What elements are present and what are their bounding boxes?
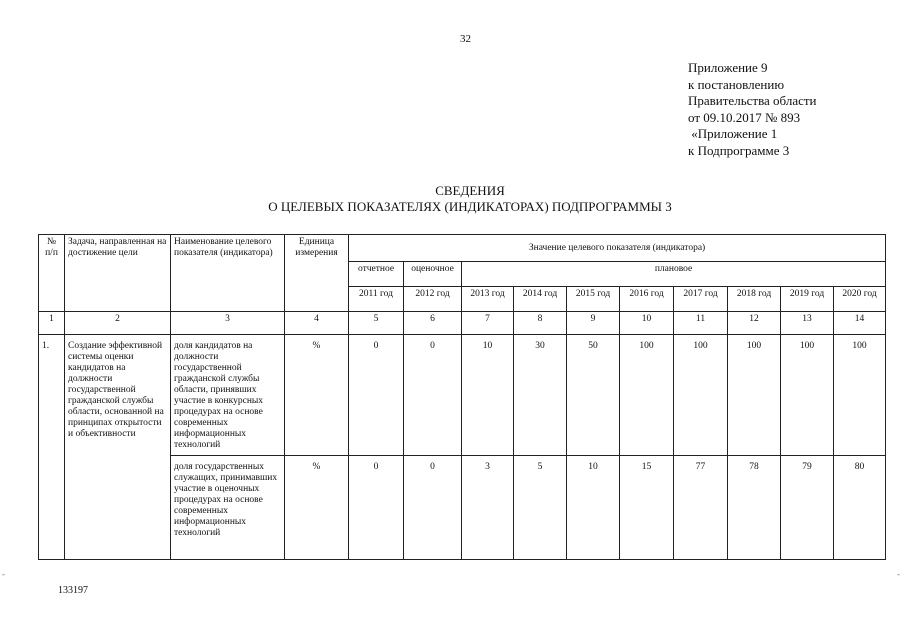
value-cell: 79: [781, 456, 834, 560]
column-number: 9: [567, 312, 620, 335]
annex-line: Приложение 9: [688, 60, 768, 75]
header-year: 2018 год: [728, 287, 781, 312]
value-cell: 10: [462, 335, 514, 456]
value-cell: 100: [620, 335, 674, 456]
column-number: 5: [349, 312, 404, 335]
row-num: 1.: [39, 335, 65, 560]
value-cell: 3: [462, 456, 514, 560]
header-year: 2013 год: [462, 287, 514, 312]
header-planned: плановое: [462, 262, 886, 287]
column-number: 7: [462, 312, 514, 335]
value-cell: 15: [620, 456, 674, 560]
value-cell: 100: [781, 335, 834, 456]
column-number: 8: [514, 312, 567, 335]
value-cell: 100: [834, 335, 886, 456]
row-unit: %: [285, 456, 349, 560]
value-cell: 0: [404, 456, 462, 560]
edge-mark-left: -: [2, 569, 5, 579]
annex-line: к постановлению: [688, 76, 785, 92]
column-number: 6: [404, 312, 462, 335]
value-cell: 80: [834, 456, 886, 560]
value-cell: 0: [349, 456, 404, 560]
column-number: 1: [39, 312, 65, 335]
row-indicator: доля государственных служащих, принимавших участие в оценочных процедурах на основе современных информационных технологий: [171, 456, 285, 560]
column-number: 10: [620, 312, 674, 335]
value-cell: 0: [349, 335, 404, 456]
column-number: 12: [728, 312, 781, 335]
value-cell: 77: [674, 456, 728, 560]
header-value: Значение целевого показателя (индикатора): [349, 235, 886, 262]
value-cell: 100: [674, 335, 728, 456]
page-number: 32: [460, 33, 471, 45]
header-year: 2016 год: [620, 287, 674, 312]
header-task: Задача, направленная на достижение цели: [65, 235, 171, 312]
edge-mark-right: -: [897, 569, 900, 579]
header-num: № п/п: [39, 235, 65, 312]
header-year: 2017 год: [674, 287, 728, 312]
value-cell: 0: [404, 335, 462, 456]
header-year: 2020 год: [834, 287, 886, 312]
annex-line: «Приложение 1: [688, 126, 778, 141]
title-line-2: О ЦЕЛЕВЫХ ПОКАЗАТЕЛЯХ (ИНДИКАТОРАХ) ПОДПРОГРАММЫ 3: [268, 199, 672, 214]
header-estimated: оценочное: [404, 262, 462, 287]
column-number: 3: [171, 312, 285, 335]
value-cell: 5: [514, 456, 567, 560]
value-cell: 100: [728, 335, 781, 456]
value-cell: 78: [728, 456, 781, 560]
document-title: [0, 183, 905, 215]
column-numbers-row: [39, 312, 886, 335]
value-cell: 30: [514, 335, 567, 456]
column-number: 14: [834, 312, 886, 335]
row-task: Создание эффективной системы оценки кандидатов на должности государственной гражданской службы области, основанной на принципах открытости и объективности: [65, 335, 171, 560]
header-year: 2015 год: [567, 287, 620, 312]
row-unit: %: [285, 335, 349, 456]
value-cell: 10: [567, 456, 620, 560]
annex-line: от 09.10.2017 № 893: [688, 109, 801, 125]
header-year: 2014 год: [514, 287, 567, 312]
value-cell: 50: [567, 335, 620, 456]
annex-line: Правительства области: [688, 93, 817, 108]
header-year: 2011 год: [349, 287, 404, 312]
column-number: 11: [674, 312, 728, 335]
table-row: [39, 335, 886, 456]
indicators-table: [38, 234, 886, 560]
header-year: 2012 год: [404, 287, 462, 312]
annex-line: к Подпрограмме 3: [688, 142, 790, 158]
row-indicator: доля кандидатов на должности государственной гражданской службы области, принявших участие в конкурсных процедурах на основе современных информационных технологий: [171, 335, 285, 456]
header-reported: отчетное: [349, 262, 404, 287]
annex-block: [688, 60, 817, 159]
column-number: 4: [285, 312, 349, 335]
header-unit: Единица измерения: [285, 235, 349, 312]
column-number: 13: [781, 312, 834, 335]
header-year: 2019 год: [781, 287, 834, 312]
column-number: 2: [65, 312, 171, 335]
header-row-1: [39, 235, 886, 262]
header-indicator-name: Наименование целевого показателя (индикатора): [171, 235, 285, 312]
footer-code: 133197: [58, 585, 88, 596]
title-line-1: СВЕДЕНИЯ: [435, 183, 505, 198]
